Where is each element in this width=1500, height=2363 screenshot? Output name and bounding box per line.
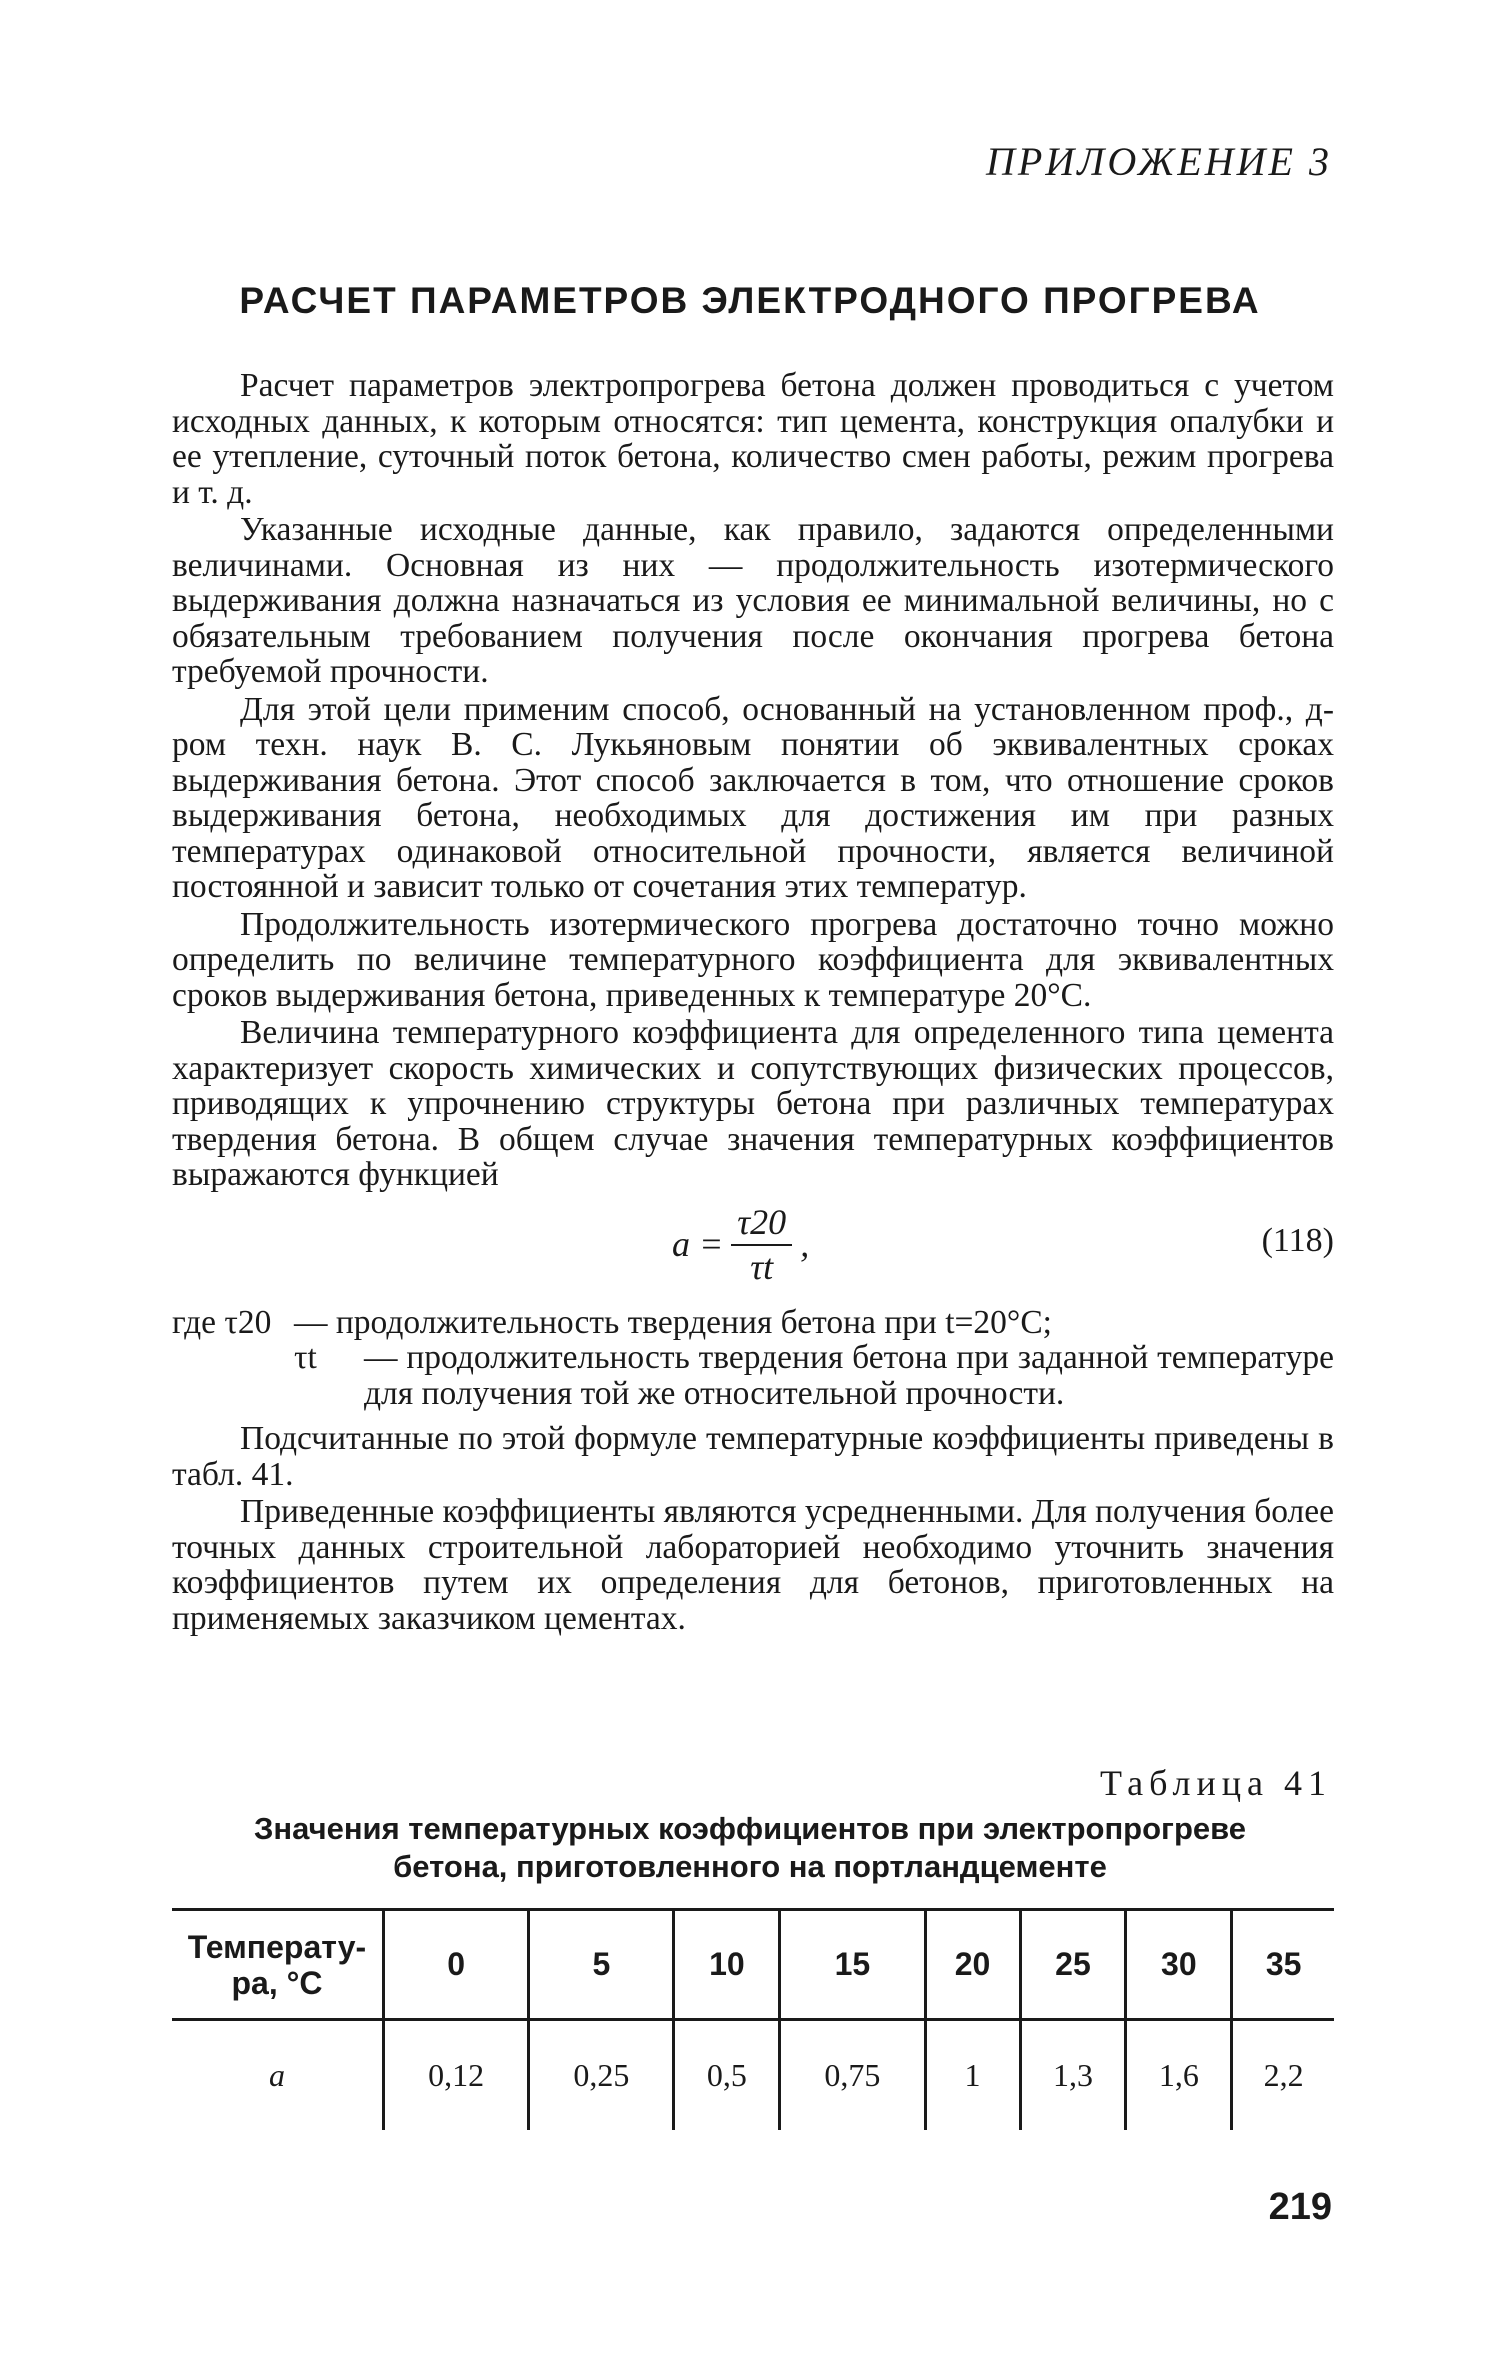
temperature-header <box>172 1910 384 2020</box>
coefficient-cell: 0,25 <box>529 2020 674 2130</box>
formula-lhs: a = <box>672 1224 724 1265</box>
temperature-cell: 0 <box>384 1910 529 2020</box>
paragraph: Приведенные коэффициенты являются усредненными. Для получения более точных данных строительной лабораторией необходимо уточнить значения коэффициентов путем их определения для бетонов, приготовленных на применяемых заказчиком цементах. <box>172 1493 1334 1637</box>
temperature-header-line: Температу- <box>187 1928 367 1965</box>
coefficient-cell: 0,75 <box>780 2020 925 2130</box>
paragraph: Величина температурного коэффициента для определенного типа цемента характеризует скорость химических и сопутствующих физических процессов, приводящих к упрочнению структуры бетона при различных температурах твердения бетона. В общем случае значения температурных коэффициентов выражаются функцией <box>172 1014 1334 1193</box>
temperature-cell: 35 <box>1232 1910 1334 2020</box>
temperature-cell: 20 <box>925 1910 1020 2020</box>
formula-118 <box>172 1201 1334 1297</box>
symbol-taut: τt <box>294 1339 317 1376</box>
page-number: 219 <box>1268 2186 1332 2228</box>
where-item <box>172 1305 1334 1341</box>
coefficient-cell: 2,2 <box>1232 2020 1334 2130</box>
paragraph: Для этой цели применим способ, основанный на установленном проф., д-ром техн. наук В. С. Лукьяновым понятии об эквивалентных сроках выдерживания бетона. Этот способ заключается в том, что отношение сроков выдерживания бетона, необходимых для достижения им при разных температурах одинаковой относительной прочности, является величиной постоянной и зависит только от сочетания этих температур. <box>172 690 1334 905</box>
appendix-header: ПРИЛОЖЕНИЕ 3 <box>986 139 1332 184</box>
table-caption <box>0 1810 1500 1886</box>
temperature-cell: 5 <box>529 1910 674 2020</box>
where-prefix: где <box>172 1303 216 1341</box>
paragraph: Продолжительность изотермического прогрева достаточно точно можно определить по величине температурного коэффициента для эквивалентных сроков выдерживания бетона, приведенных к температуре 20°C. <box>172 905 1334 1014</box>
coefficient-cell: 0,12 <box>384 2020 529 2130</box>
where-description: — продолжительность твердения бетона при t=20°C; <box>294 1303 1052 1341</box>
temperature-cell: 25 <box>1020 1910 1126 2020</box>
symbol-tau20: τ20 <box>224 1303 272 1341</box>
formula-fraction <box>731 1201 792 1287</box>
table-caption-line: Значения температурных коэффициентов при электропрогреве <box>253 1811 1247 1846</box>
paragraph: Подсчитанные по этой формуле температурные коэффициенты приведены в табл. 41. <box>172 1420 1334 1493</box>
paragraph: Указанные исходные данные, как правило, задаются определенными величинами. Основная из них — продолжительность изотермического выдерживания должна назначаться из условия ее минимальной величины, но с обязательным требованием получения после окончания прогрева бетона требуемой прочности. <box>172 511 1334 690</box>
coefficient-cell: 0,5 <box>674 2020 780 2130</box>
temperature-header-line: ра, °C <box>231 1964 323 2001</box>
coefficient-cell: 1,6 <box>1126 2020 1232 2130</box>
where-description: — продолжительность твердения бетона при заданной температуре для получения той же относительной прочности. <box>364 1339 1334 1412</box>
table-header-row <box>172 1910 1334 2020</box>
coefficient-label: a <box>269 2056 285 2093</box>
where-symbol <box>172 1305 294 1341</box>
page-title: РАСЧЕТ ПАРАМЕТРОВ ЭЛЕКТРОДНОГО ПРОГРЕВА <box>239 280 1261 321</box>
coefficients-table <box>172 1908 1334 2130</box>
formula-expression <box>672 1201 810 1287</box>
body-text <box>172 368 1334 1638</box>
formula-denominator: τt <box>750 1247 774 1287</box>
coefficient-cell: 1,3 <box>1020 2020 1126 2130</box>
where-item <box>172 1340 1334 1411</box>
table-label: Таблица 41 <box>1100 1763 1332 1803</box>
paragraph: Расчет параметров электропрогрева бетона должен проводиться с учетом исходных данных, к которым относятся: тип цемента, конструкция опалубки и ее утепление, суточный поток бетона, количество смен работы, режим прогрева и т. д. <box>172 367 1334 511</box>
temperature-cell: 10 <box>674 1910 780 2020</box>
temperature-cell: 15 <box>780 1910 925 2020</box>
temperature-cell: 30 <box>1126 1910 1232 2020</box>
coefficient-cell: 1 <box>925 2020 1020 2130</box>
formula-trail: , <box>800 1224 810 1265</box>
table-row <box>172 2020 1334 2130</box>
where-block <box>172 1305 1334 1412</box>
table-caption-line: бетона, приготовленного на портландцементе <box>393 1849 1107 1884</box>
formula-number: (118) <box>1261 1221 1334 1259</box>
formula-numerator: τ20 <box>731 1205 792 1247</box>
